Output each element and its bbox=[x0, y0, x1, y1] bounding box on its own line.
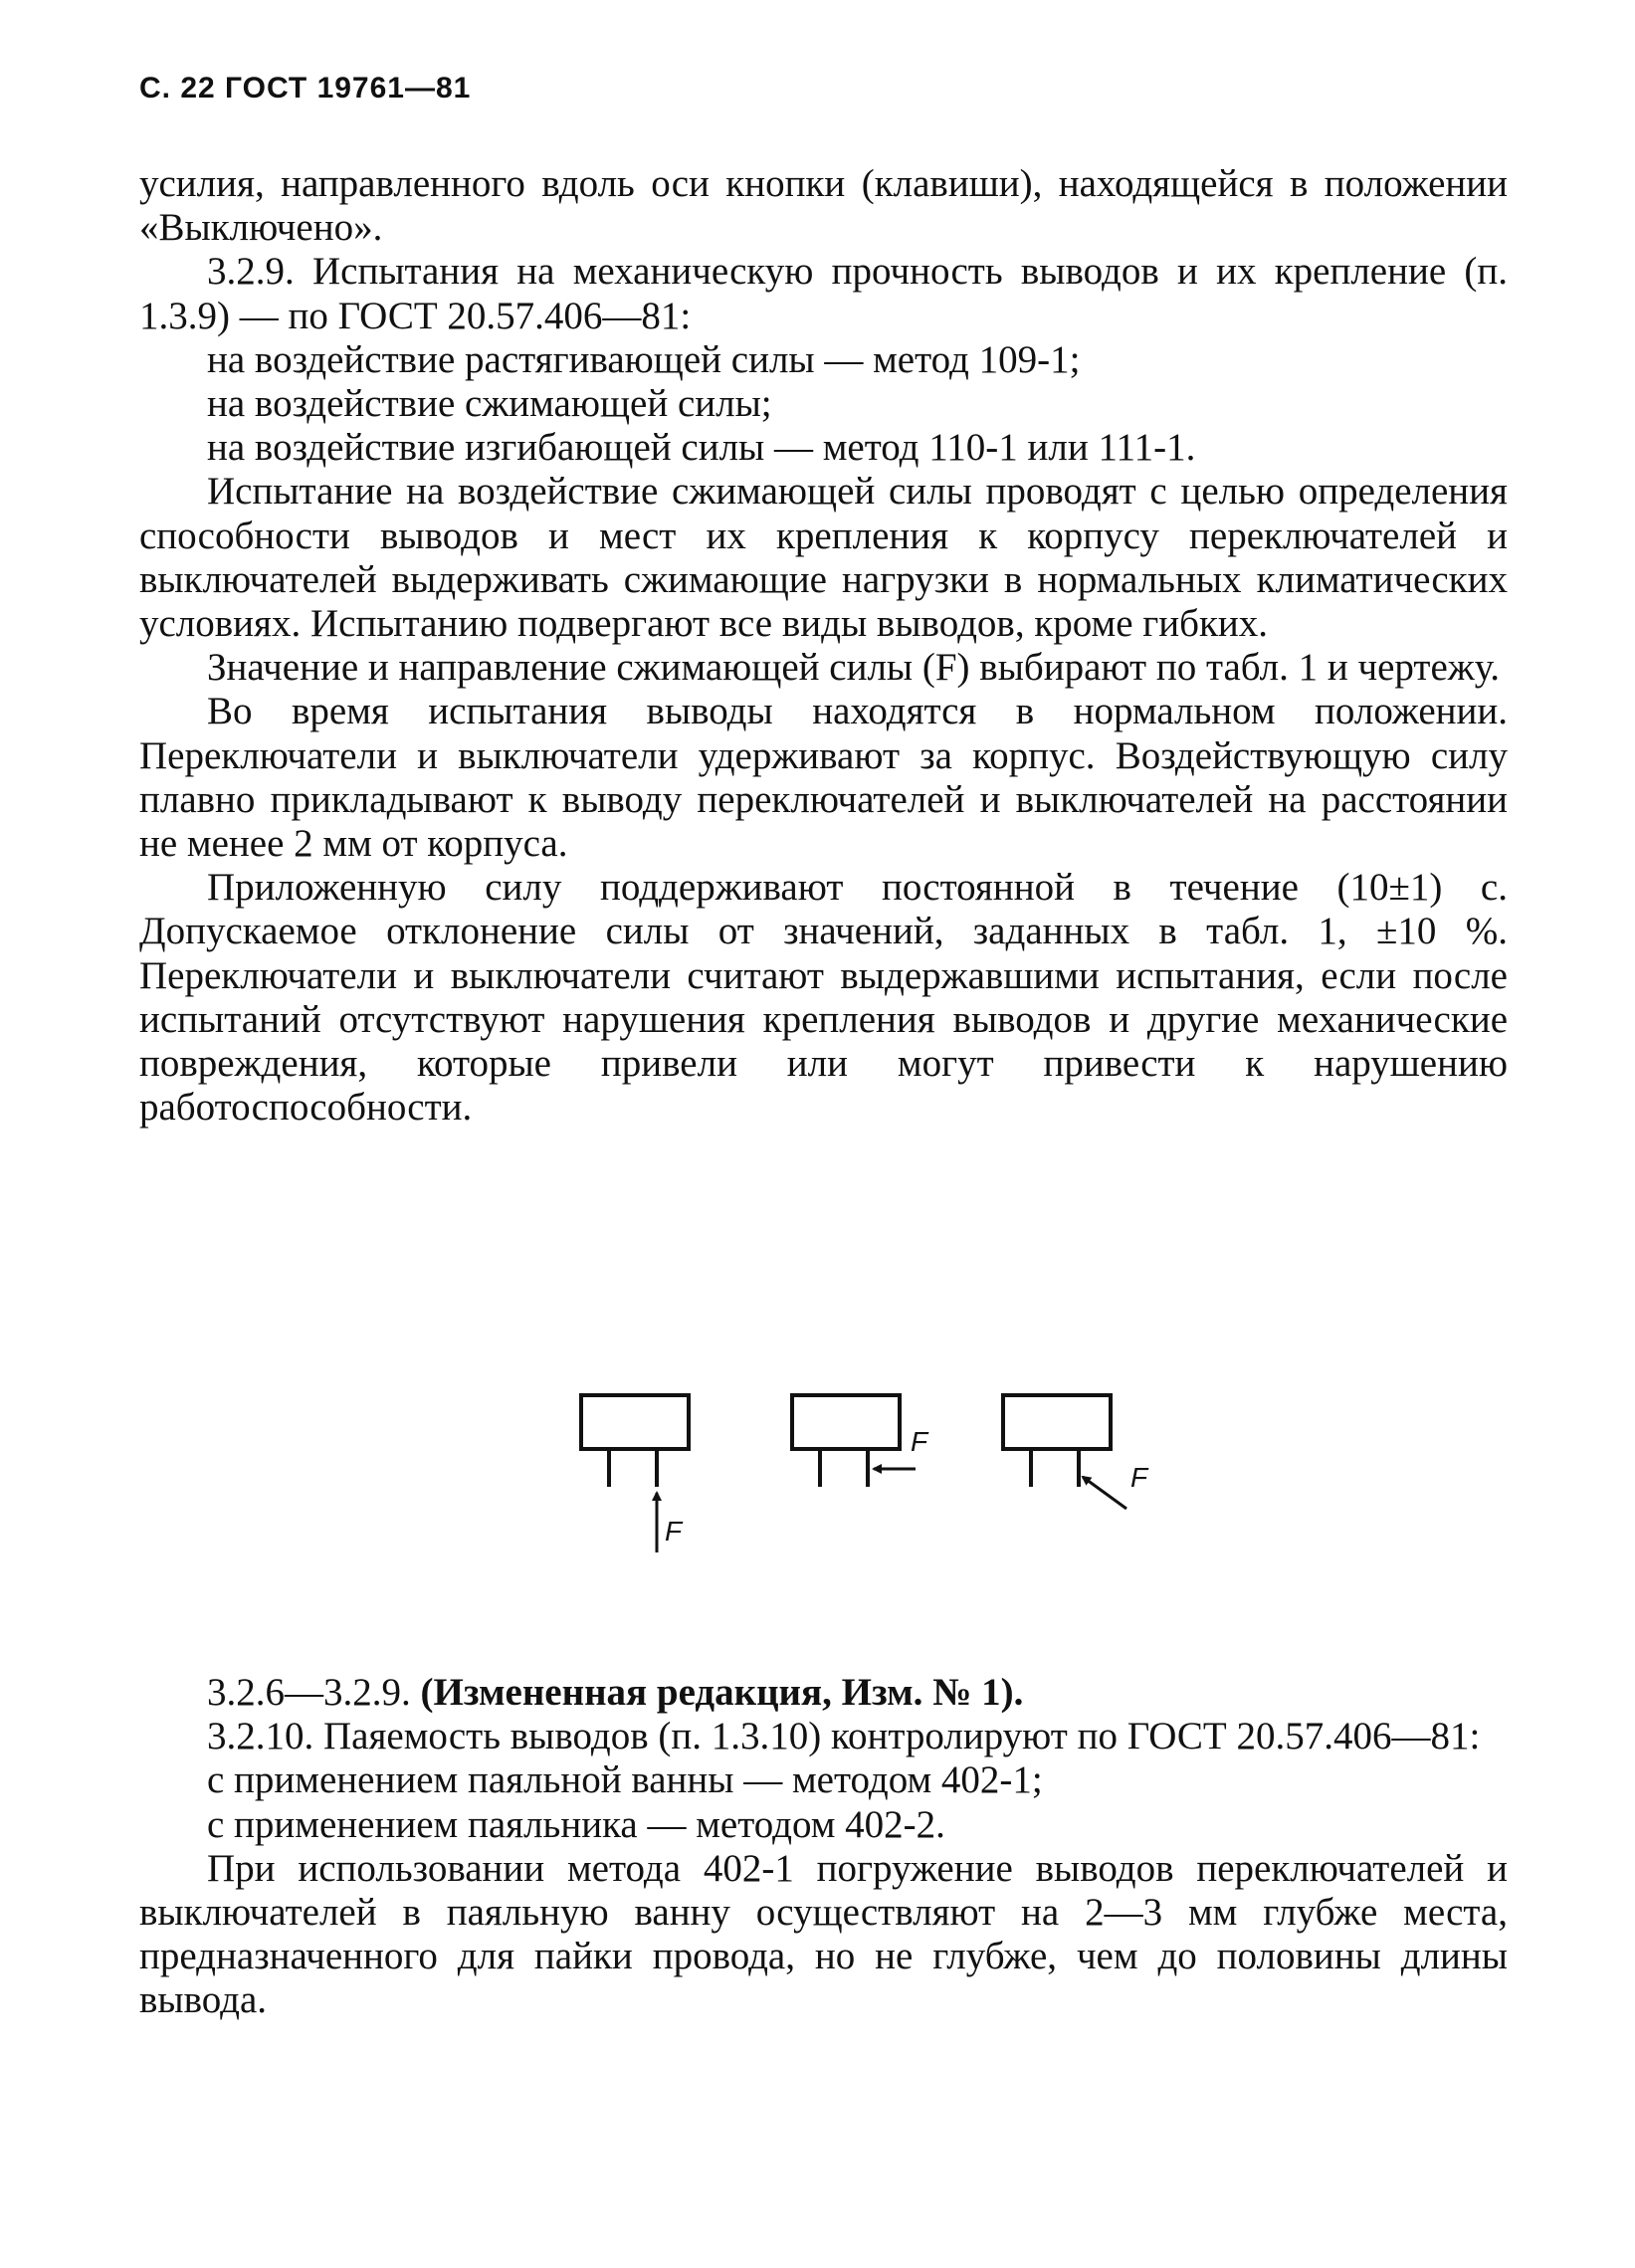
paragraph: усилия, направленного вдоль оси кнопки (клавиши), находящейся в положении «Выключено». bbox=[139, 162, 1508, 250]
paragraph: При использовании метода 402-1 погружение выводов переключателей и выключателей в паяльную ванну осуществляют на 2—3 мм глубже места, предназначенного для пайки провода, но не глубже, чем до половины длины вывода. bbox=[139, 1846, 1508, 2022]
paragraph: на воздействие изгибающей силы — метод 110-1 или 111-1. bbox=[207, 426, 1196, 470]
force-arrow bbox=[1083, 1477, 1126, 1509]
switch-body bbox=[792, 1395, 900, 1449]
paragraph: Во время испытания выводы находятся в нормальном положении. Переключатели и выключатели удерживают за корпус. Воздействующую силу плавно прикладывают к выводу переключателей и выключателей на расстоянии не менее 2 мм от корпуса. bbox=[139, 690, 1508, 866]
paragraph: Значение и направление сжимающей силы (F) выбирают по табл. 1 и чертежу. bbox=[207, 646, 1501, 690]
amendment-range: 3.2.6—3.2.9. bbox=[207, 1671, 411, 1714]
paragraph: 3.2.9. Испытания на механическую прочность выводов и их крепление (п. 1.3.9) — по ГОСТ 20.57.406—81: bbox=[139, 250, 1508, 337]
paragraph: Приложенную силу поддерживают постоянной в течение (10±1) с. Допускаемое отклонение силы от значений, заданных в табл. 1, ±10 %. Переключатели и выключатели считают выдержавшими испытания, если после испытаний отсутствуют нарушения крепления выводов и другие механические повреждения, которые привели или могут привести к нарушению работоспособности. bbox=[139, 866, 1508, 1130]
amendment-note bbox=[139, 1671, 1508, 1715]
component-axial-force bbox=[581, 1395, 689, 1552]
page-header: С. 22 ГОСТ 19761—81 bbox=[139, 72, 472, 104]
paragraph: с применением паяльника — методом 402-2. bbox=[207, 1802, 945, 1846]
paragraph: на воздействие растягивающей силы — метод 109-1; bbox=[207, 337, 1081, 381]
force-label: F bbox=[665, 1516, 683, 1546]
component-lateral-force bbox=[792, 1395, 929, 1487]
force-label: F bbox=[1130, 1462, 1148, 1493]
text-block-bottom bbox=[139, 1671, 1508, 2023]
switch-body bbox=[1003, 1395, 1111, 1449]
force-label: F bbox=[911, 1426, 928, 1457]
figure-drawing bbox=[577, 1391, 1154, 1590]
text-block-top bbox=[139, 162, 1508, 1130]
paragraph: Испытание на воздействие сжимающей силы проводят с целью определения способности выводов и мест их крепления к корпусу переключателей и выключателей выдерживать сжимающие нагрузки в нормальных климатических условиях. Испытанию подвергают все виды выводов, кроме гибких. bbox=[139, 470, 1508, 646]
component-inclined-force bbox=[1003, 1395, 1149, 1509]
amendment-text: (Измененная редакция, Изм. № 1). bbox=[420, 1671, 1024, 1714]
paragraph: 3.2.10. Паяемость выводов (п. 1.3.10) контролируют по ГОСТ 20.57.406—81: bbox=[207, 1715, 1481, 1758]
paragraph: на воздействие сжимающей силы; bbox=[207, 382, 772, 426]
force-direction-figure bbox=[577, 1391, 1154, 1590]
paragraph: с применением паяльной ванны — методом 402-1; bbox=[207, 1758, 1043, 1802]
switch-body bbox=[581, 1395, 689, 1449]
